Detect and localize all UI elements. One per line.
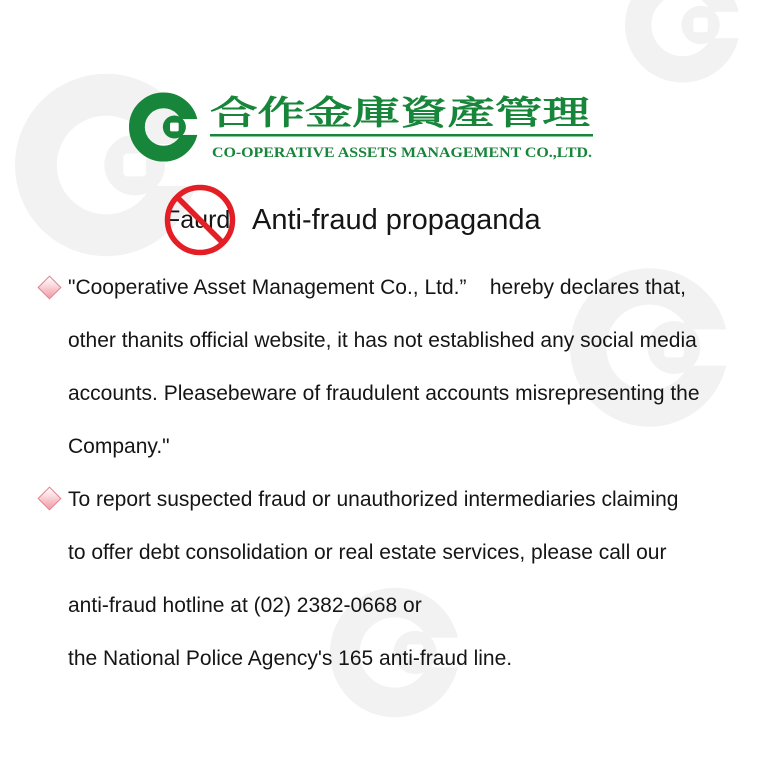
prohibition-icon (164, 184, 236, 256)
notice-line: "Cooperative Asset Management Co., Ltd.” hereby declares that, (68, 276, 686, 299)
brand-divider (210, 134, 593, 137)
notice-line: To report suspected fraud or unauthorized intermediaries claiming (68, 488, 679, 511)
notice-line: anti-fraud hotline at (02) 2382-0668 or (68, 594, 422, 617)
notice-item (68, 473, 760, 685)
company-logo-icon (129, 91, 201, 163)
company-wordmark (206, 90, 598, 166)
notice-item (68, 261, 760, 473)
company-name-english: CO-OPERATIVE ASSETS MANAGEMENT CO.,LTD. (212, 145, 593, 161)
notice-line: the National Police Agency's 165 anti-fraud line. (68, 647, 513, 670)
notice-line: to offer debt consolidation or real estate services, please call our (68, 541, 667, 564)
page-title: Anti-fraud propaganda (252, 204, 541, 236)
notice-line: accounts. Pleasebeware of fraudulent accounts misrepresenting the (68, 382, 700, 405)
notice-line: other thanits official website, it has not established any social media (68, 329, 697, 352)
company-name-chinese: 合作金庫資產管理 (210, 93, 590, 132)
notice-line: Company." (68, 435, 170, 458)
crossed-out-word: Faurd (165, 206, 231, 234)
watermark-logo-icon (638, 0, 747, 69)
